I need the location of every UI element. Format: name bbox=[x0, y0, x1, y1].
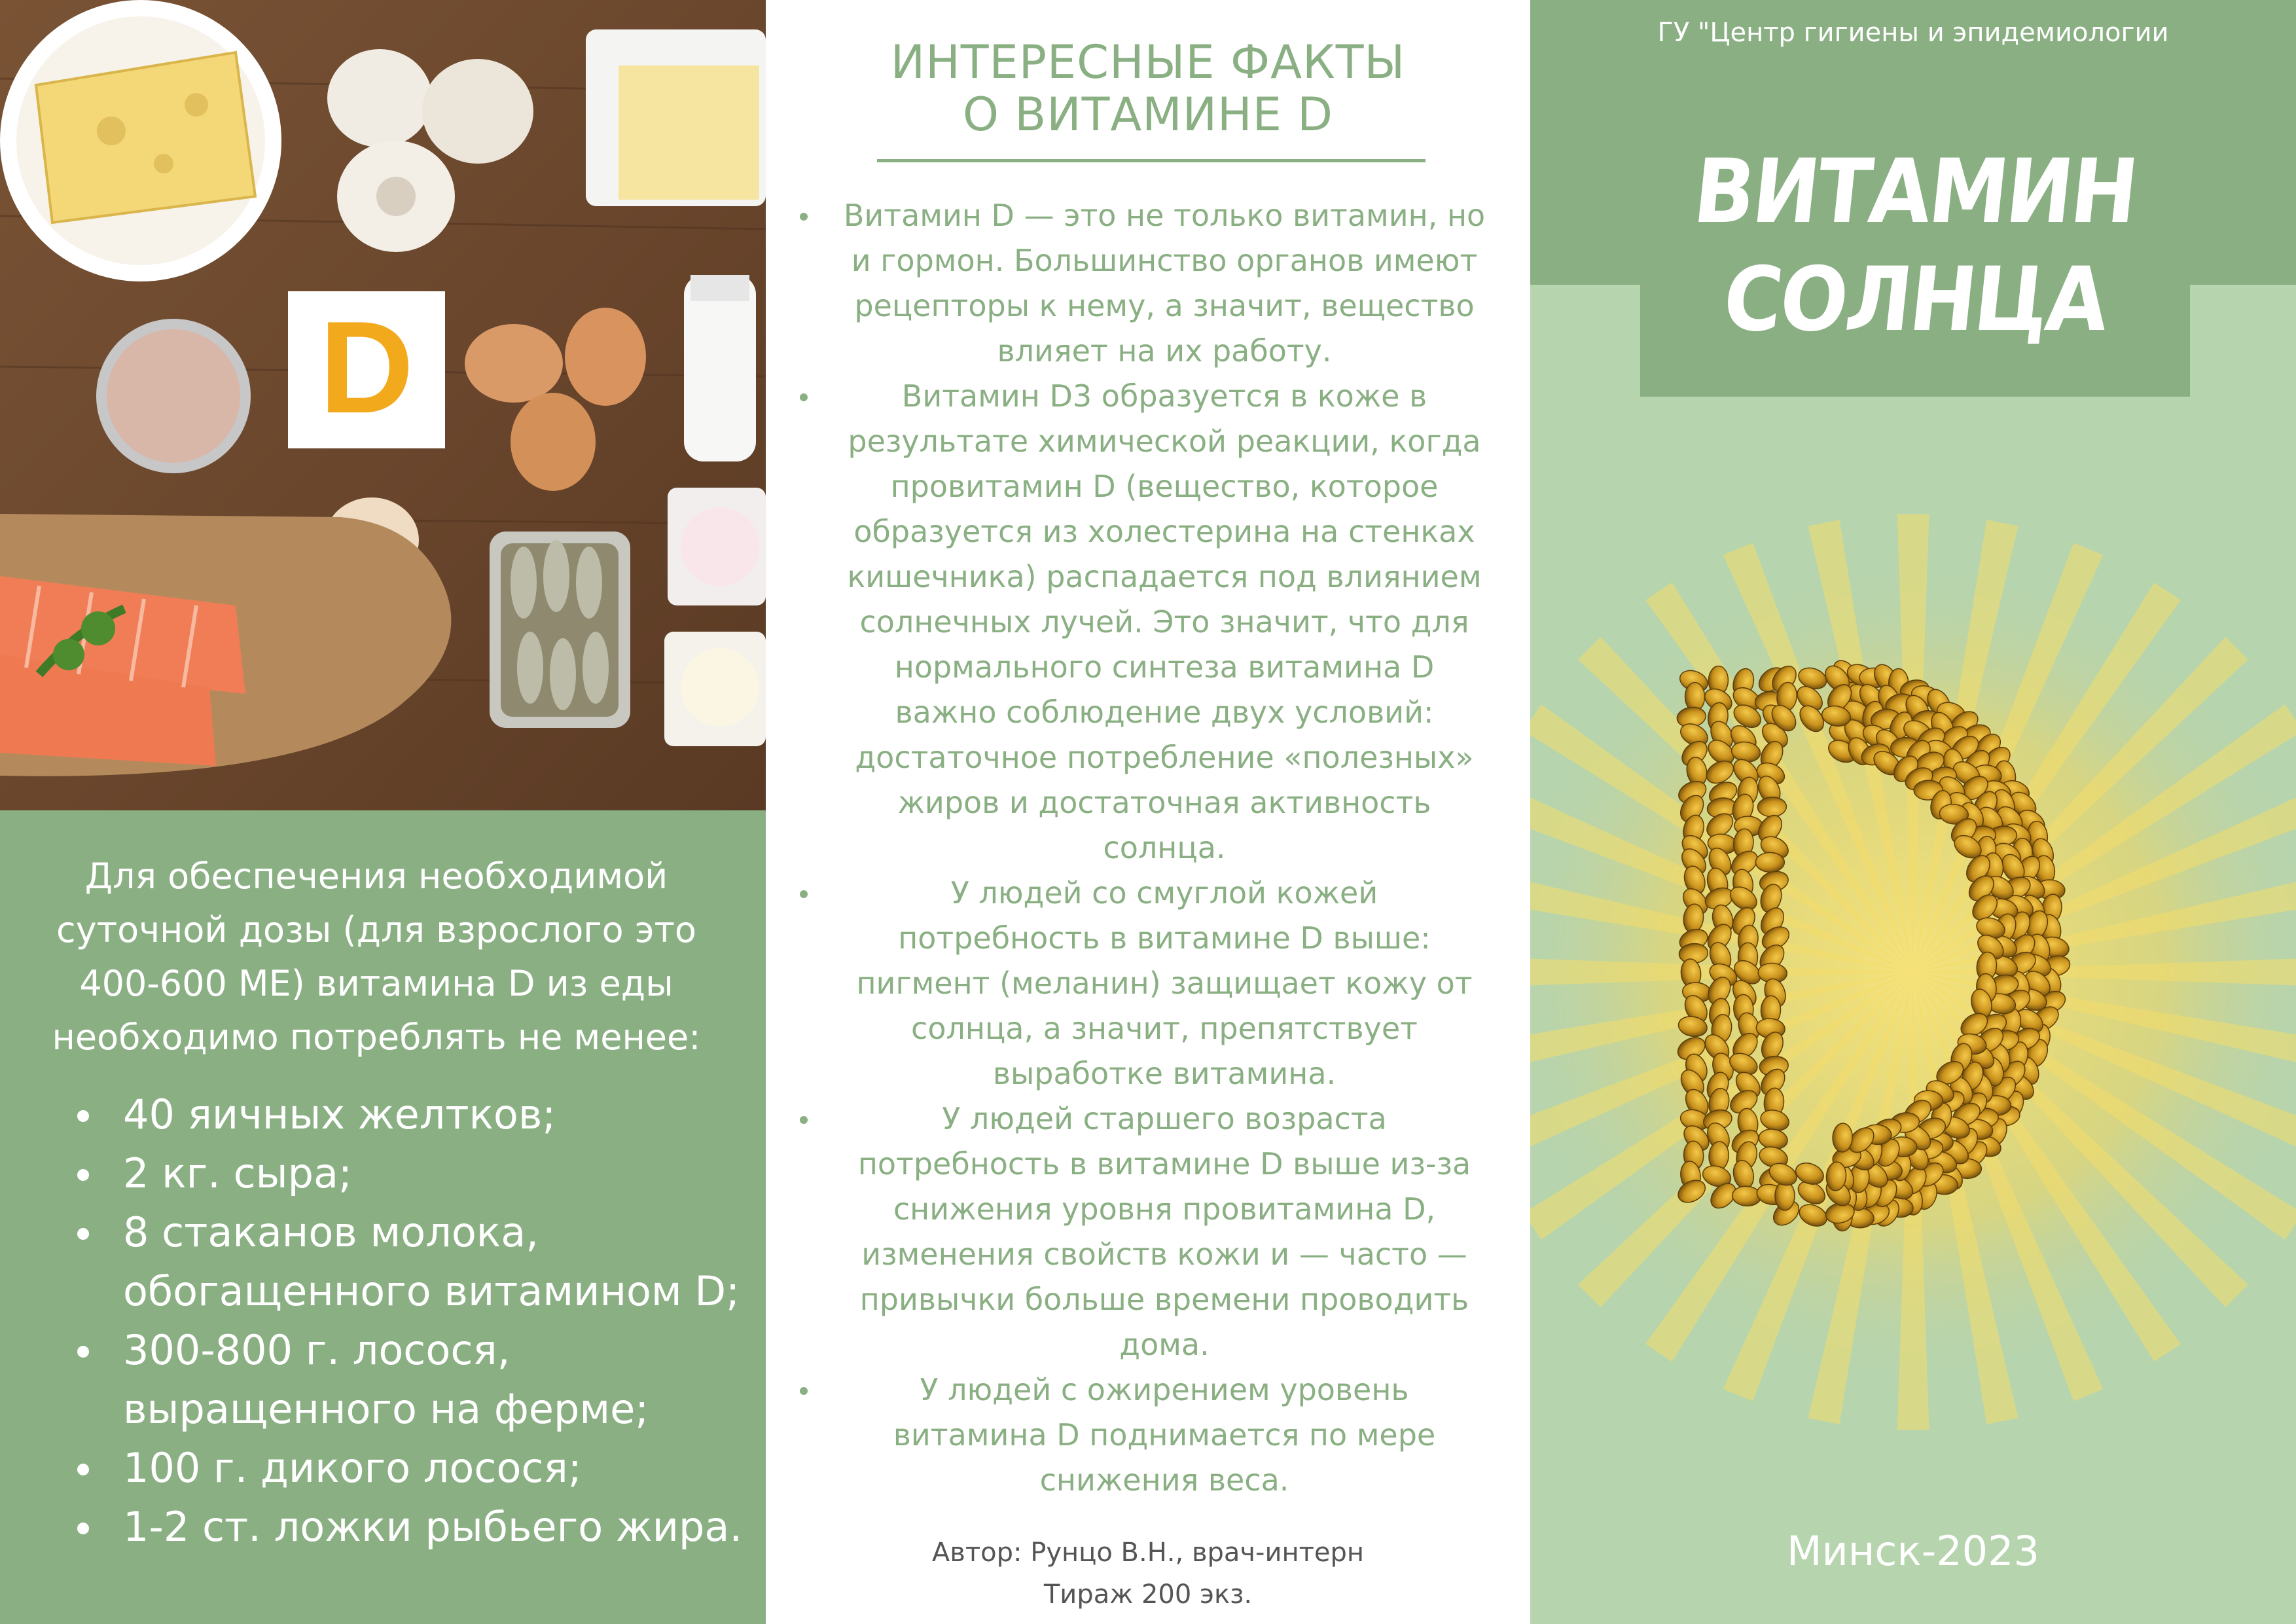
daily-dose-section bbox=[0, 810, 766, 1624]
facts-panel bbox=[766, 0, 1530, 1624]
list-item: 100 г. дикого лосося; bbox=[72, 1439, 746, 1498]
intro-line: необходимо потреблять не менее: bbox=[52, 1017, 701, 1058]
capsule bbox=[1757, 797, 1787, 817]
daily-dose-intro bbox=[39, 850, 713, 1064]
capsule-d-sunburst-illustration bbox=[1530, 285, 2296, 1624]
left-panel bbox=[0, 0, 766, 1624]
fact-item: Витамин D3 образуется в коже в результате химической реакции, когда провитамин D (вещество, которое образуется из холестерина на стенках кишечника) распадается под влиянием солнечных лучей. Это значит, что для нормального синтеза витамина D важно соблюдение двух условий: достаточное потребление «полезных» жиров и достаточная активность солнца. bbox=[766, 374, 1530, 871]
intro-line: 400-600 МЕ) витамина D из еды bbox=[79, 963, 673, 1004]
intro-line: суточной дозы (для взрослого это bbox=[56, 909, 696, 950]
list-item: 1-2 ст. ложки рыбьего жира. bbox=[72, 1498, 746, 1557]
intro-line: Для обеспечения необходимой bbox=[84, 856, 668, 897]
sardine-can-illustration bbox=[490, 532, 630, 728]
list-item: 300-800 г. лосося, выращенного на ферме; bbox=[72, 1321, 746, 1439]
capsule bbox=[1775, 1182, 1795, 1210]
facts-title: ИНТЕРЕСНЫЕ ФАКТЫ О ВИТАМИНЕ D bbox=[890, 35, 1406, 141]
city-year: Минск-2023 bbox=[1786, 1527, 2040, 1575]
capsule bbox=[1755, 852, 1784, 872]
cover-title: ВИТАМИН СОЛНЦА bbox=[1689, 140, 2142, 351]
list-item: 8 стаканов молока, обогащенного витамином D; bbox=[72, 1203, 746, 1321]
svg-text:D: D bbox=[319, 295, 414, 441]
facts-list bbox=[766, 193, 1530, 1503]
vitamin-d-card bbox=[288, 291, 445, 448]
list-item: 2 кг. сыра; bbox=[72, 1144, 746, 1203]
author-credit: Автор: Рунцо В.Н., врач-интерн bbox=[931, 1538, 1365, 1568]
tuna-can-illustration bbox=[96, 319, 251, 473]
print-run: Тираж 200 экз. bbox=[1043, 1579, 1253, 1610]
title-divider bbox=[877, 159, 1426, 162]
organization-name: ГУ "Центр гигиены и эпидемиологии bbox=[1657, 18, 2169, 48]
fact-item: У людей со смуглой кожей потребность в витамине D выше: пигмент (меланин) защищает кожу от солнца, а значит, препятствует выработке витамина. bbox=[766, 871, 1530, 1096]
list-item: 40 яичных желтков; bbox=[72, 1085, 746, 1144]
fact-item: У людей старшего возраста потребность в витамине D выше из-за снижения уровня провитамина D, изменения свойств кожи и — часто — привычки больше времени проводить дома. bbox=[766, 1096, 1530, 1367]
brochure-credits bbox=[766, 1532, 1530, 1615]
fact-item: У людей с ожирением уровень витамина D поднимается по мере снижения веса. bbox=[766, 1367, 1530, 1503]
butter-illustration bbox=[586, 29, 766, 206]
milk-bottle-illustration bbox=[684, 275, 756, 461]
cover-panel bbox=[1530, 0, 2296, 1624]
food-amounts-list bbox=[72, 1085, 746, 1557]
vitamin-d-foods-photo bbox=[0, 0, 766, 810]
cheese-plate-illustration bbox=[0, 0, 281, 281]
fact-item: Витамин D — это не только витамин, но и гормон. Большинство органов имеют рецепторы к нему, а значит, вещество влияет на их работу. bbox=[766, 193, 1530, 374]
